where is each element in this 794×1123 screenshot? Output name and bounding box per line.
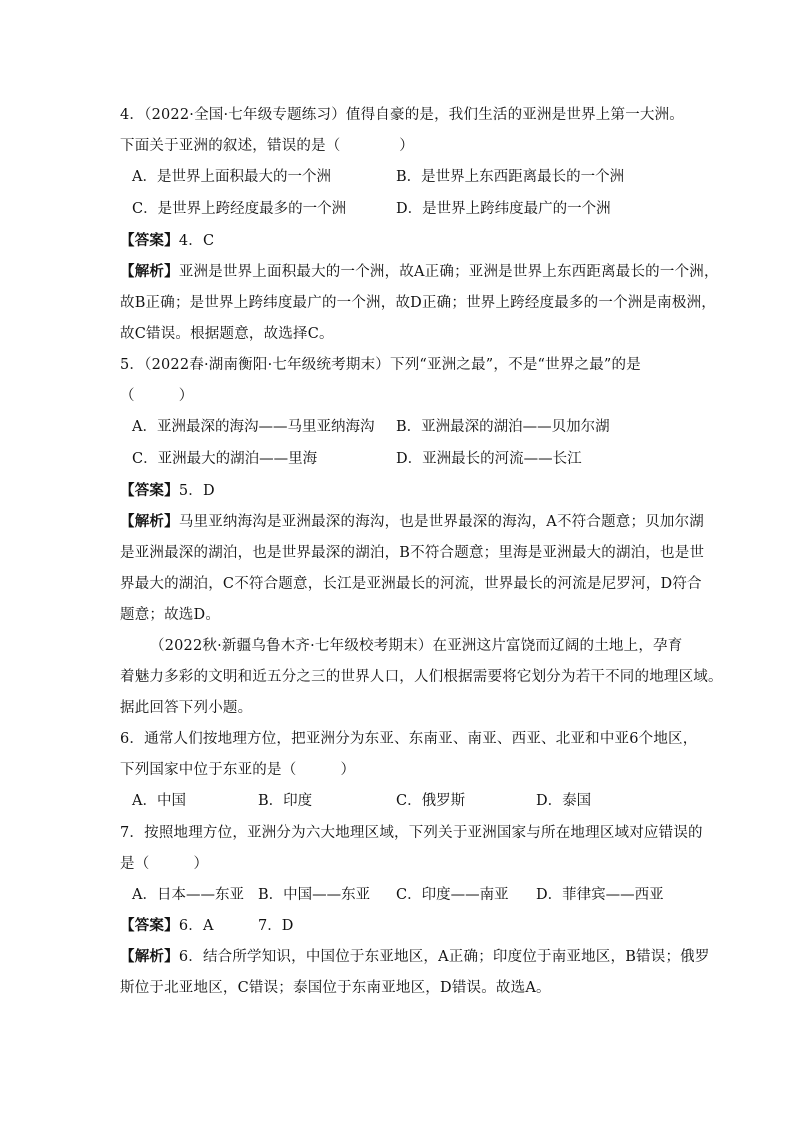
analysis-tag: 【解析】 — [120, 513, 179, 530]
answer-tag: 【答案】 — [120, 917, 179, 934]
answer-value-7: 7．D — [258, 918, 294, 934]
q7-stem-line1: 7．按照地理方位，亚洲分为六大地理区域，下列关于亚洲国家与所在地理区域对应错误的 — [120, 825, 703, 841]
q4-analysis-line1: 【解析】亚洲是世界上面积最大的一个洲，故A正确；亚洲是世界上东西距离最长的一个洲， — [120, 263, 719, 280]
answer-value: 5．D — [178, 483, 215, 499]
q5-analysis-line3: 界最大的湖泊，C不符合题意，长江是亚洲最长的河流，世界最长的河流是尼罗河，D符合 — [120, 576, 702, 592]
q6-stem-line1: 6．通常人们按地理方位，把亚洲分为东亚、东南亚、南亚、西亚、北亚和中亚6个地区， — [120, 731, 698, 747]
q7-option-b[interactable]: B．中国——东亚 — [258, 887, 371, 903]
q4-option-c[interactable]: C．是世界上跨经度最多的一个洲 — [132, 201, 347, 217]
q5-analysis-line1: 【解析】马里亚纳海沟是亚洲最深的海沟，也是世界最深的海沟，A不符合题意；贝加尔湖 — [120, 513, 704, 530]
q7-option-a[interactable]: A．日本——东亚 — [132, 887, 244, 903]
q4-analysis-line3: 故C错误。根据题意，故选择C。 — [120, 326, 334, 342]
q5-option-b[interactable]: B．亚洲最深的湖泊——贝加尔湖 — [396, 419, 610, 435]
q4-option-d[interactable]: D．是世界上跨纬度最广的一个洲 — [396, 201, 611, 217]
q4-option-a[interactable]: A．是世界上面积最大的一个洲 — [132, 169, 331, 185]
q7-stem-line2: 是（ ） — [120, 856, 209, 872]
q6-option-c[interactable]: C．俄罗斯 — [396, 793, 466, 809]
q5-analysis-line2: 是亚洲最深的湖泊，也是世界最深的湖泊，B不符合题意；里海是亚洲最大的湖泊，也是世 — [120, 545, 705, 561]
q67-analysis-line1: 【解析】6．结合所学知识，中国位于东亚地区，A正确；印度位于南亚地区，B错误；俄罗 — [120, 948, 710, 965]
q6-stem-line2: 下列国家中位于东亚的是（ ） — [120, 762, 356, 778]
q5-answer — [120, 479, 215, 500]
q4-answer — [120, 229, 214, 250]
analysis-tag: 【解析】 — [120, 263, 179, 280]
passage-line1: （2022秋·新疆乌鲁木齐·七年级校考期末）在亚洲这片富饶而辽阔的土地上，孕育 — [150, 638, 683, 654]
q4-analysis-line2: 故B正确；是世界上跨纬度最广的一个洲，故D正确；世界上跨经度最多的一个洲是南极洲， — [120, 295, 716, 311]
passage-line3: 据此回答下列小题。 — [120, 700, 253, 716]
q5-option-c[interactable]: C．亚洲最大的湖泊——里海 — [132, 451, 318, 467]
q5-stem-line1: 5．（2022春·湖南衡阳·七年级统考期末）下列“亚洲之最”，不是“世界之最”的是 — [120, 357, 641, 373]
q67-answer — [120, 914, 214, 935]
q7-option-d[interactable]: D．菲律宾——西亚 — [536, 887, 664, 903]
answer-value: 4．C — [178, 233, 215, 249]
q4-option-b[interactable]: B．是世界上东西距离最长的一个洲 — [396, 169, 625, 185]
answer-tag: 【答案】 — [120, 482, 179, 499]
passage-line2: 着魅力多彩的文明和近五分之三的世界人口，人们根据需要将它划分为若干不同的地理区域。 — [120, 669, 723, 685]
q6-option-a[interactable]: A．中国 — [132, 793, 186, 809]
q5-stem-line2: （ ） — [120, 388, 194, 404]
analysis-tag: 【解析】 — [120, 948, 179, 965]
q4-stem-line1: 4．（2022·全国·七年级专题练习）值得自豪的是，我们生活的亚洲是世界上第一大洲。 — [120, 107, 684, 123]
q5-option-a[interactable]: A．亚洲最深的海沟——马里亚纳海沟 — [132, 419, 375, 435]
q7-option-c[interactable]: C．印度——南亚 — [396, 887, 509, 903]
q4-stem-line2: 下面关于亚洲的叙述，错误的是（ ） — [120, 138, 414, 154]
q5-option-d[interactable]: D．亚洲最长的河流——长江 — [396, 451, 582, 467]
answer-tag: 【答案】 — [120, 232, 179, 249]
q6-option-d[interactable]: D．泰国 — [536, 793, 592, 809]
q5-analysis-line4: 题意；故选D。 — [120, 607, 221, 623]
q67-analysis-line2: 斯位于北亚地区，C错误；泰国位于东南亚地区，D错误。故选A。 — [120, 980, 551, 996]
q6-option-b[interactable]: B．印度 — [258, 793, 313, 809]
answer-value-6: 6．A — [178, 918, 214, 934]
